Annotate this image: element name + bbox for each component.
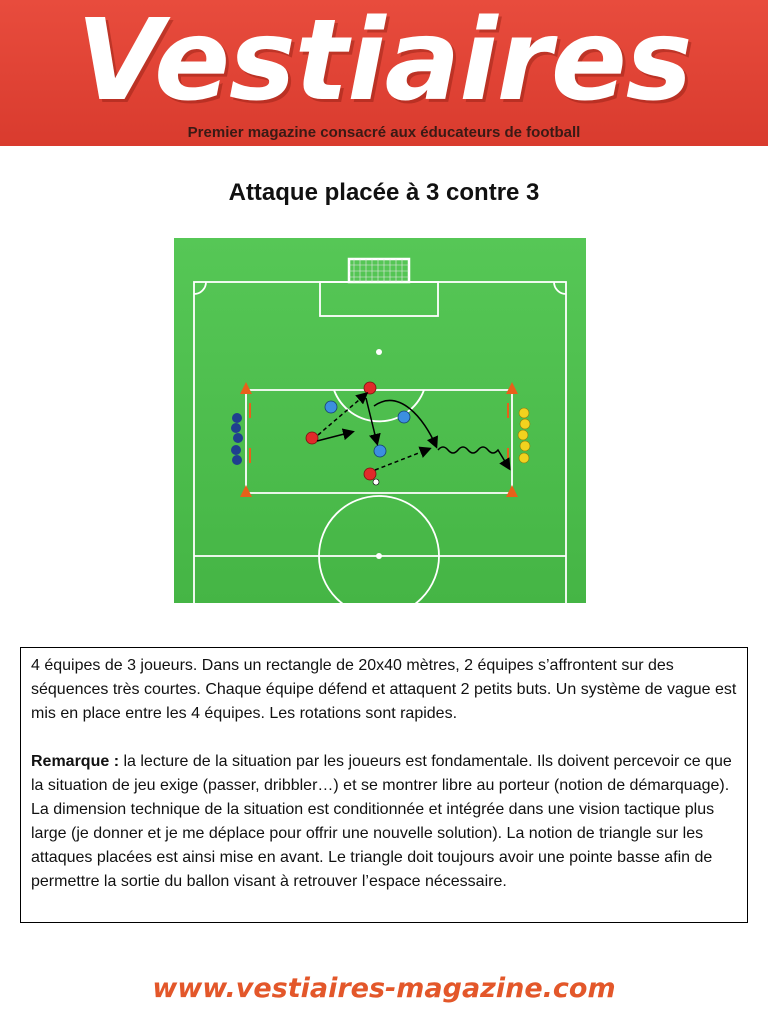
remark-paragraph [31,750,737,894]
remark-label: Remarque : [31,753,120,770]
magazine-logo: Vestiaires [76,0,692,126]
magazine-tagline: Premier magazine consacré aux éducateurs de football [187,124,581,141]
centre-spot [376,553,382,559]
player-red [364,468,376,480]
header-banner [0,0,768,146]
drill-diagram [174,238,586,603]
player-blue [374,445,386,457]
player-yellow [518,430,528,440]
player-red [306,432,318,444]
player-blue [325,401,337,413]
remark-text: la lecture de la situation par les joueurs est fondamentale. Ils doivent percevoir ce que la situation de jeu exige (passer, dribbler…) et se montrer libre au porteur (notion de démarquage). La dimension technique de la situation est conditionnée et intégrée dans une vision tactique plus large (je donner et je me déplace pour offrir une nouvelle solution). La notion de triangle sur les attaques placées est ainsi mise en avant. Le triangle doit toujours avoir une pointe basse afin de permettre la sortie du ballon visant à retrouver l’espace nécessaire. [31,753,732,890]
penalty-spot [376,349,382,355]
drill-description: 4 équipes de 3 joueurs. Dans un rectangle de 20x40 mètres, 2 équipes s’affrontent sur des séquences très courtes. Chaque équipe défend et attaquent 2 petits buts. Un système de vague est mis en place entre les 4 équipes. Les rotations sont rapides. [31,657,737,722]
article-title: Attaque placée à 3 contre 3 [228,179,540,206]
player-red [364,382,376,394]
player-navy [233,433,243,443]
player-yellow [519,453,529,463]
ball [373,479,379,485]
player-blue [398,411,410,423]
website-link[interactable]: www.vestiaires-magazine.com [152,973,616,1004]
player-yellow [519,408,529,418]
player-navy [232,413,242,423]
drill-description-box [20,647,748,923]
player-navy [232,455,242,465]
